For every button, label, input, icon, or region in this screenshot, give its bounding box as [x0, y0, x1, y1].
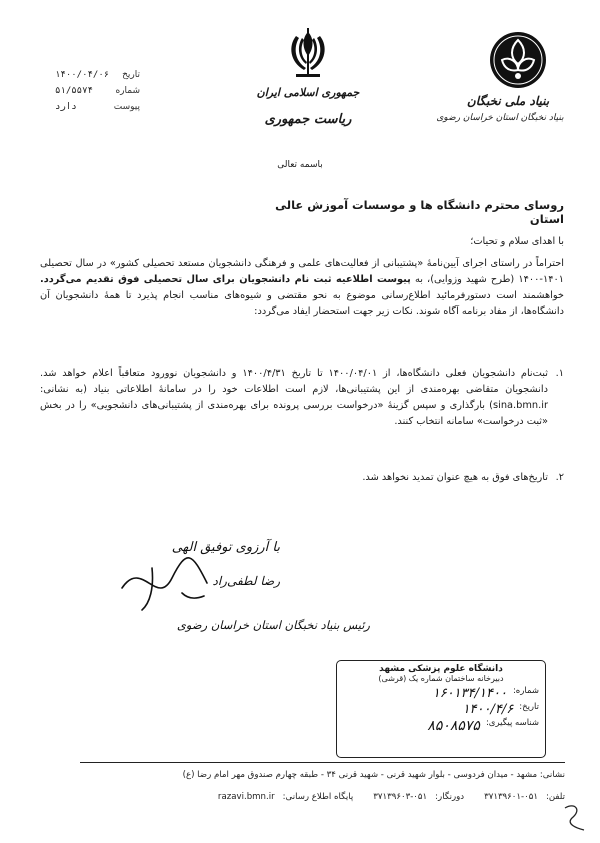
emblem-title: جمهوری اسلامی ایران	[256, 86, 360, 99]
number-label: شماره	[115, 86, 140, 96]
signatory-name: رضا لطفی‌راد	[212, 574, 280, 588]
stamp-tracking-value: ۸۵۰۸۵۷۵	[427, 718, 480, 734]
letter-meta	[55, 70, 140, 118]
intro-text-a: احتراماً در راستای اجرای آیین‌نامۀ «پشتیبانی از فعالیت‌های علمی و فرهنگی دانشجویان مستعد تحصیلی کشور» در سال تحصیلی ۱۴۰۱-۱۴۰۰ (طرح شهید وزوایی)، به	[40, 258, 564, 285]
portal-url: razavi.bmn.ir	[217, 792, 275, 802]
signature-scribble-icon	[112, 548, 222, 618]
national-emblem-logo	[282, 26, 334, 82]
margin-scribble	[560, 800, 590, 836]
item-1-number: ۱.	[555, 368, 564, 379]
portal-label: پایگاه اطلاع رسانی:	[282, 792, 354, 802]
iran-emblem-icon	[282, 26, 334, 82]
item-2-number: ۲.	[555, 472, 564, 483]
item-1-text: ثبت‌نام دانشجویان فعلی دانشگاه‌ها، از ۱۴۰۰/۰۴/۰۱ تا تاریخ ۱۴۰۰/۴/۳۱ و دانشجویان نوورود متعاقباً اعلام خواهد شد. دانشجویان متقاضی بهره‌مندی از این پشتیبانی‌ها، لازم است اطلاعات خود را در سامانۀ اطلاعاتی بنیاد (به نشانی: sina.bmn.ir) بارگذاری و سپس گزینۀ «درخواست بررسی پرونده برای بهره‌مندی از پشتیبانی‌های دانشجویی» را در بخش «ثبت درخواست» سامانه انتخاب کنند.	[40, 368, 548, 427]
receipt-stamp	[336, 660, 546, 758]
closing-phrase: با آرزوی توفیق الهی	[171, 540, 280, 555]
fax-number: ۳۷۱۳۹۶۰۳-۰۵۱	[373, 792, 428, 802]
item-2	[40, 470, 564, 486]
stamp-date-value: ۱۴۰۰/۴/۶	[462, 702, 514, 717]
number-value: ۵۱/۵۵۷۴	[55, 86, 93, 96]
date-label: تاریخ	[122, 70, 140, 80]
stamp-tracking-label: شناسه پیگیری:	[485, 718, 539, 728]
stamp-office: دبیرخانه ساختمان شماره یک (قرشی)	[378, 674, 504, 683]
foundation-emblem-icon	[488, 30, 548, 90]
foundation-logo	[488, 30, 548, 90]
item-2-text: تاریخ‌های فوق به هیچ عنوان تمدید نخواهد شد.	[362, 472, 548, 483]
stamp-number-value: ۱۶۰۱۳۴/۱۴۰۰	[432, 686, 507, 701]
pen-mark-icon	[560, 800, 590, 836]
footer-address: نشانی: مشهد - میدان فردوسی - بلوار شهید قرنی - شهید قرنی ۳۴ - طبقه چهارم صندوق مهر امام رضا (ع)	[182, 770, 565, 780]
foundation-name: بنیاد ملی نخبگان	[466, 94, 550, 108]
intro-paragraph	[40, 256, 564, 320]
invocation: باسمه تعالی	[277, 160, 323, 170]
intro-text-bold: پیوست اطلاعیه ثبت نام دانشجویان برای سال تحصیلی فوق تقدیم می‌گردد.	[40, 274, 411, 285]
phone-label: تلفن:	[545, 792, 565, 802]
date-value: ۱۴۰۰/۰۴/۰۶	[55, 70, 110, 80]
fax-label: دورنگار:	[435, 792, 465, 802]
phone-number: ۳۷۱۳۹۶۰۱-۰۵۱	[484, 792, 538, 802]
stamp-date-label: تاریخ:	[519, 702, 539, 712]
attachment-value: دارد	[55, 102, 77, 112]
presidency-title: ریاست جمهوری	[264, 112, 352, 127]
foundation-subtitle: بنیاد نخبگان استان خراسان رضوی	[436, 113, 564, 123]
footer-divider	[80, 762, 565, 763]
handwritten-signature	[112, 548, 222, 618]
signatory-title: رئیس بنیاد نخبگان استان خراسان رضوی	[176, 618, 370, 632]
stamp-number-label: شماره:	[512, 686, 539, 696]
addressee-heading: روسای محترم دانشگاه ها و موسسات آموزش عالی استان	[275, 198, 564, 226]
attachment-label: پیوست	[113, 102, 140, 112]
stamp-org: دانشگاه علوم پزشکی مشهد	[379, 664, 503, 674]
item-1	[40, 366, 564, 430]
greeting: با اهدای سلام و تحیات؛	[470, 236, 564, 247]
footer-contacts	[60, 792, 565, 802]
intro-text-b: خواهشمند است دستورفرمائید اطلاع‌رسانی موضوع به نحو مقتضی و شیوه‌های مناسب انجام پذیرد تا همۀ دانشجویان آن دانشگاه‌ها، از مفاد برنامه آگاه شوند. نکات زیر جهت استحضار ایفاد می‌گردد:	[40, 290, 564, 317]
